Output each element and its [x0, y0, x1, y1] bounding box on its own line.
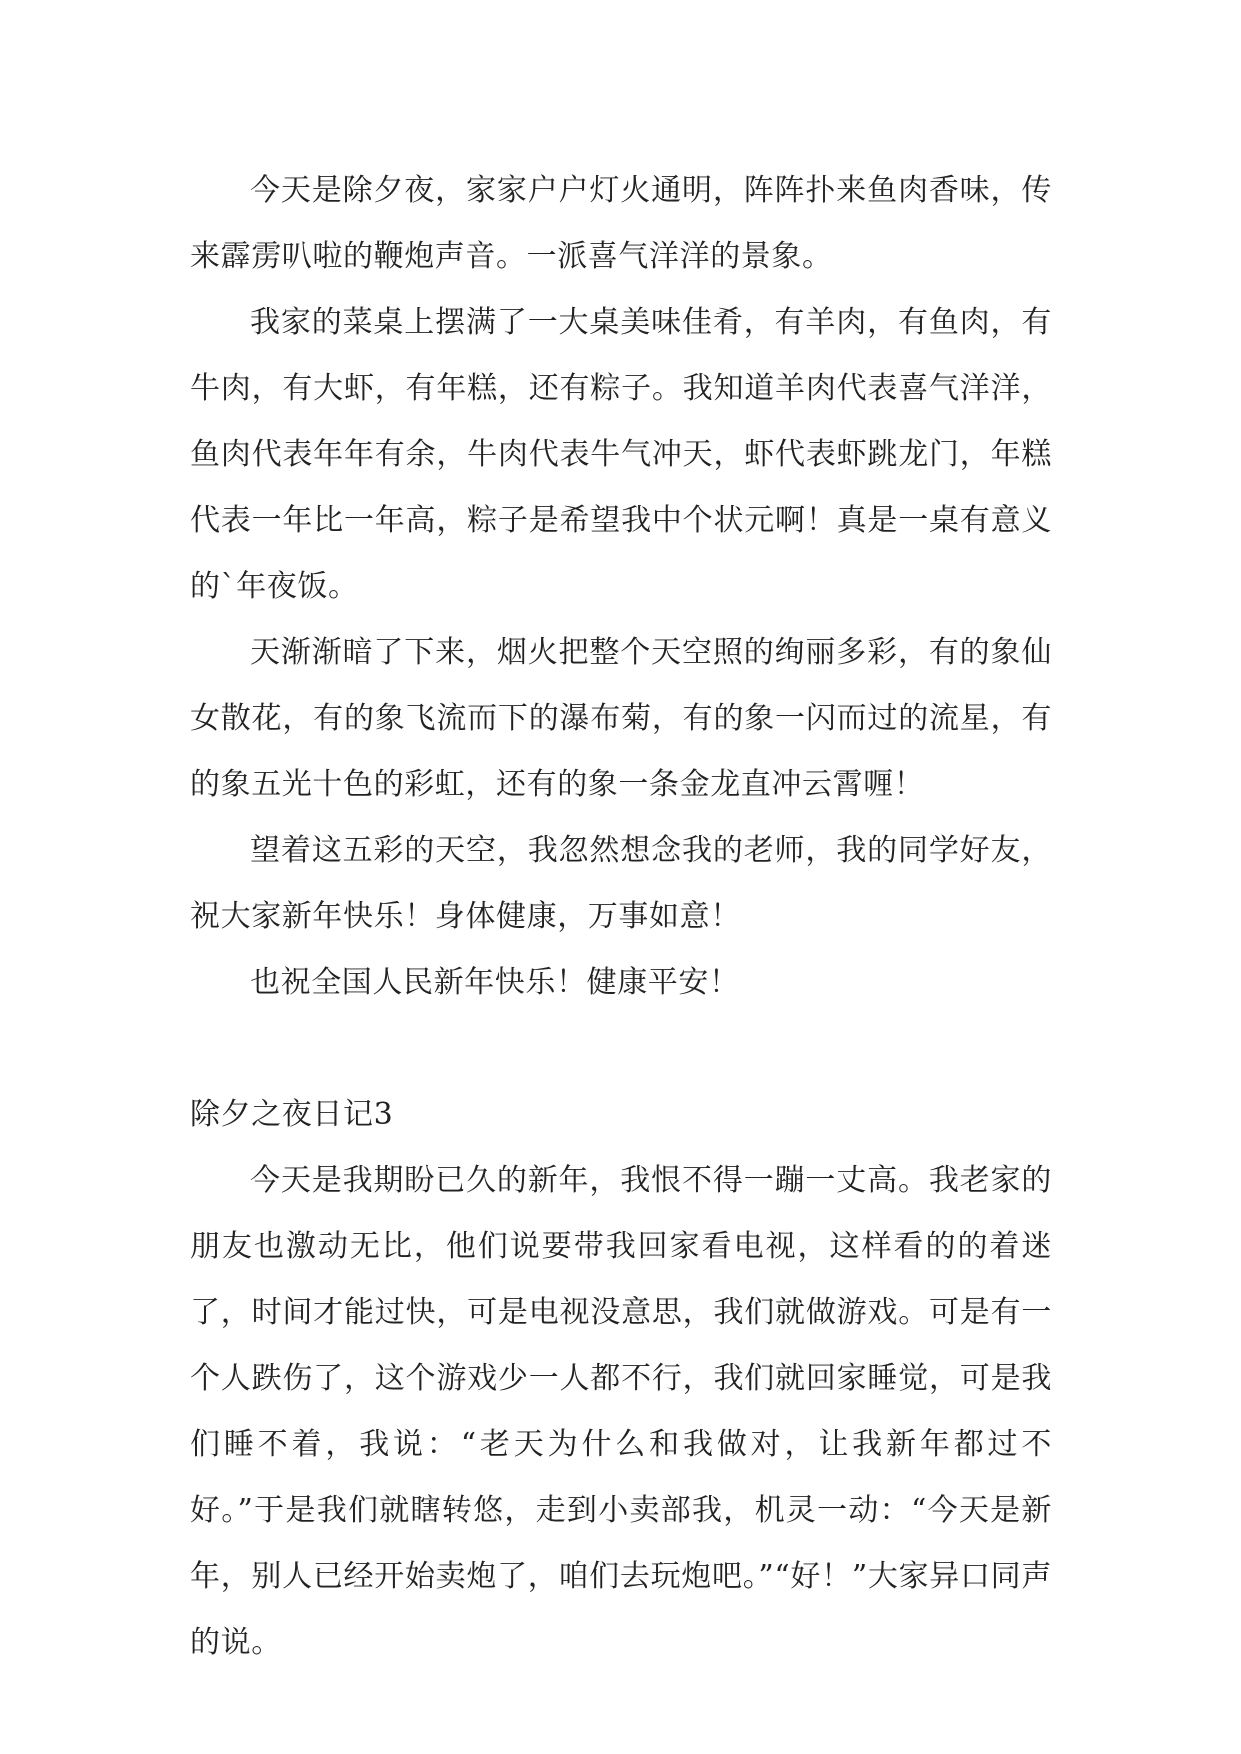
paragraph: 也祝全国人民新年快乐！健康平安！	[250, 965, 740, 1000]
paragraph: 望着这五彩的天空，我忽然想念我的老师，我的同学好友，祝大家新年快乐！身体健康，万事如意！	[190, 833, 1052, 934]
paragraph: 今天是除夕夜，家家户户灯火通明，阵阵扑来鱼肉香味，传来霹雳叭啦的鞭炮声音。一派喜气洋洋的景象。	[190, 173, 1052, 274]
document-body	[190, 158, 1052, 1676]
paragraph: 天渐渐暗了下来，烟火把整个天空照的绚丽多彩，有的象仙女散花，有的象飞流而下的瀑布菊，有的象一闪而过的流星，有的象五光十色的彩虹，还有的象一条金龙直冲云霄喱！	[190, 635, 1052, 802]
paragraph: 我家的菜桌上摆满了一大桌美味佳肴，有羊肉，有鱼肉，有牛肉，有大虾，有年糕，还有粽子。我知道羊肉代表喜气洋洋，鱼肉代表年年有余，牛肉代表牛气冲天，虾代表虾跳龙门，年糕代表一年比一年高，粽子是希望我中个状元啊！真是一桌有意义的`年夜饭。	[190, 305, 1052, 604]
paragraph: 今天是我期盼已久的新年，我恨不得一蹦一丈高。我老家的朋友也激动无比，他们说要带我回家看电视，这样看的的着迷了，时间才能过快，可是电视没意思，我们就做游戏。可是有一个人跌伤了，这个游戏少一人都不行，我们就回家睡觉，可是我们睡不着，我说：“老天为什么和我做对，让我新年都过不好。”于是我们就瞎转悠，走到小卖部我，机灵一动：“今天是新年，别人已经开始卖炮了，咱们去玩炮吧。”“好！”大家异口同声的说。	[190, 1163, 1052, 1660]
section-title: 除夕之夜日记3	[190, 1097, 394, 1132]
